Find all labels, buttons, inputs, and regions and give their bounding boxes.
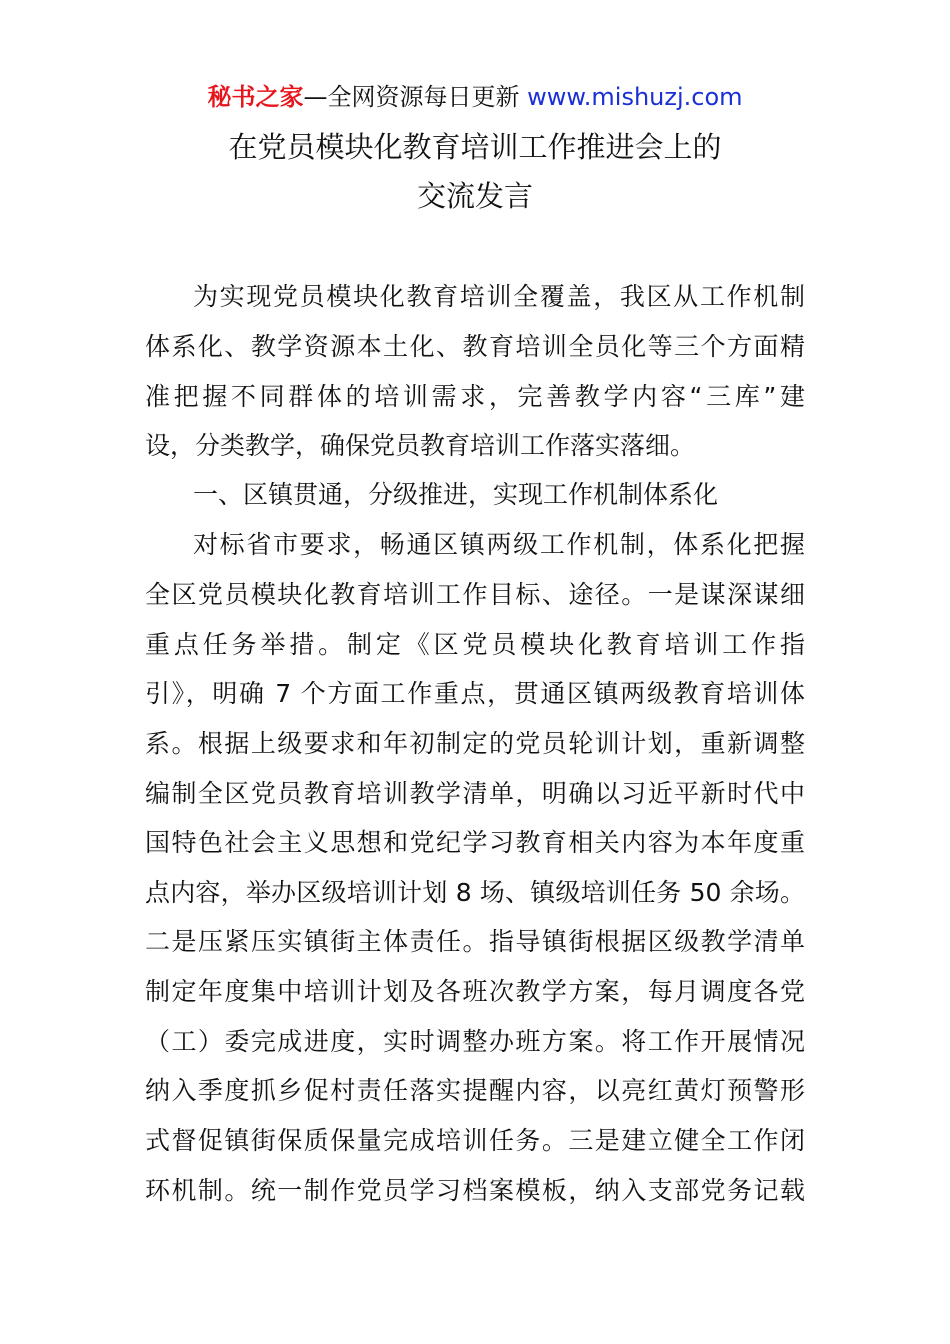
paragraph-line: 对标省市要求，畅通区镇两级工作机制，体系化把握 (193, 530, 805, 559)
paragraph-line: 引》，明确 7 个方面工作重点，贯通区镇两级教育培训体 (145, 679, 805, 708)
document-title-line-1: 在党员模块化教育培训工作推进会上的 (228, 130, 722, 164)
paragraph-line: 制定年度集中培训计划及各班次教学方案，每月调度各党 (145, 977, 805, 1006)
paragraph-line: 准把握不同群体的培训需求，完善教学内容“三库”建 (145, 382, 805, 411)
paragraph-line: 设，分类教学，确保党员教育培训工作落实落细。 (145, 431, 696, 460)
paragraph-line: 纳入季度抓乡促村责任落实提醒内容，以亮红黄灯预警形 (145, 1076, 805, 1105)
paragraph-line: 国特色社会主义思想和党纪学习教育相关内容为本年度重 (145, 828, 805, 857)
site-header (0, 80, 950, 114)
paragraph-line: 二是压紧压实镇街主体责任。指导镇街根据区级教学清单 (145, 927, 805, 956)
site-url-link[interactable]: www.mishuzj.com (527, 83, 743, 111)
paragraph-line: 系。根据上级要求和年初制定的党员轮训计划，重新调整 (145, 729, 805, 758)
document-title-line-2: 交流发言 (416, 179, 533, 213)
site-brand: 秘书之家 (207, 83, 304, 111)
paragraph-line: 全区党员模块化教育培训工作目标、途径。一是谋深谋细 (145, 580, 805, 609)
site-tagline: —全网资源每日更新 (303, 83, 528, 111)
section-heading: 一、区镇贯通，分级推进，实现工作机制体系化 (193, 480, 719, 509)
paragraph-line: 为实现党员模块化教育培训全覆盖，我区从工作机制 (193, 282, 805, 311)
paragraph-line: 点内容，举办区级培训计划 8 场、镇级培训任务 50 余场。 (145, 878, 805, 907)
paragraph-line: 环机制。统一制作党员学习档案模板，纳入支部党务记载 (145, 1176, 805, 1205)
paragraph-line: 重点任务举措。制定《区党员模块化教育培训工作指 (145, 630, 805, 659)
paragraph-line: 体系化、教学资源本土化、教育培训全员化等三个方面精 (145, 332, 805, 361)
paragraph-line: 式督促镇街保质保量完成培训任务。三是建立健全工作闭 (145, 1126, 805, 1155)
paragraph-line: 编制全区党员教育培训教学清单，明确以习近平新时代中 (145, 779, 805, 808)
paragraph-line: （工）委完成进度，实时调整办班方案。将工作开展情况 (145, 1027, 805, 1056)
